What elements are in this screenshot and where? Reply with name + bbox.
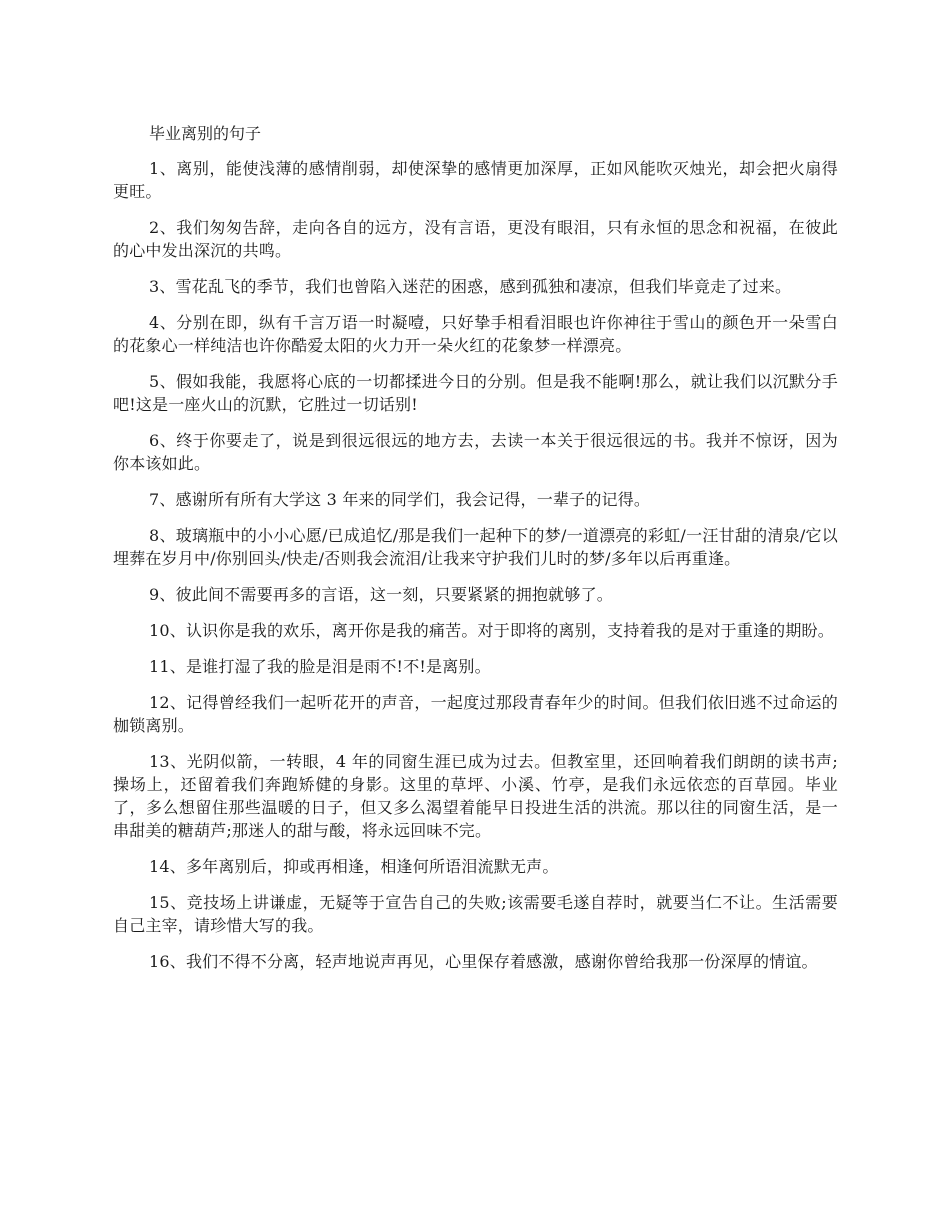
paragraph-3: 3、雪花乱飞的季节，我们也曾陷入迷茫的困惑，感到孤独和凄凉，但我们毕竟走了过来。 <box>149 277 792 296</box>
paragraph-4: 4、分别在即，纵有千言万语一时凝噎，只好挚手相看泪眼也许你神往于雪山的颜色开一朵雪白的花象心一样纯洁也许你酷爱太阳的火力开一朵火红的花象梦一样漂亮。 <box>113 313 838 355</box>
paragraph-6: 6、终于你要走了，说是到很远很远的地方去，去读一本关于很远很远的书。我并不惊讶，因为你本该如此。 <box>113 431 838 473</box>
paragraph-9: 9、彼此间不需要再多的言语，这一刻，只要紧紧的拥抱就够了。 <box>149 585 613 604</box>
paragraph-10: 10、认识你是我的欢乐，离开你是我的痛苦。对于即将的离别，支持着我的是对于重逢的期盼。 <box>149 621 834 640</box>
document-title: 毕业离别的句子 <box>149 124 262 143</box>
paragraph-16: 16、我们不得不分离，轻声地说声再见，心里保存着感激，感谢你曾给我那一份深厚的情谊。 <box>149 952 818 971</box>
paragraph-11: 11、是谁打湿了我的脸是泪是雨不!不!是离别。 <box>149 657 491 676</box>
paragraph-7: 7、感谢所有所有大学这 3 年来的同学们，我会记得，一辈子的记得。 <box>149 490 651 509</box>
paragraph-13: 13、光阴似箭，一转眼，4 年的同窗生涯已成为过去。但教室里，还回响着我们朗朗的读书声;操场上，还留着我们奔跑矫健的身影。这里的草坪、小溪、竹亭，是我们永远依恋的百草园。毕业了，多么想留住那些温暖的日子，但又多么渴望着能早日投进生活的洪流。那以往的同窗生活，是一串甜美的糖葫芦;那迷人的甜与酸，将永远回味不完。 <box>113 752 838 840</box>
paragraph-1: 1、离别，能使浅薄的感情削弱，却使深挚的感情更加深厚，正如风能吹灭烛光，却会把火扇得更旺。 <box>113 159 838 201</box>
paragraph-15: 15、竞技场上讲谦虚，无疑等于宣告自己的失败;该需要毛遂自荐时，就要当仁不让。生活需要自己主宰，请珍惜大写的我。 <box>113 893 838 935</box>
paragraph-5: 5、假如我能，我愿将心底的一切都揉进今日的分别。但是我不能啊!那么，就让我们以沉默分手吧!这是一座火山的沉默，它胜过一切话别! <box>113 372 838 414</box>
paragraph-2: 2、我们匆匆告辞，走向各自的远方，没有言语，更没有眼泪，只有永恒的思念和祝福，在彼此的心中发出深沉的共鸣。 <box>113 218 838 260</box>
paragraph-12: 12、记得曾经我们一起听花开的声音，一起度过那段青春年少的时间。但我们依旧逃不过命运的枷锁离别。 <box>113 693 838 735</box>
document-page <box>113 122 838 986</box>
paragraph-8: 8、玻璃瓶中的小小心愿/已成追忆/那是我们一起种下的梦/一道漂亮的彩虹/一汪甘甜的清泉/它以埋葬在岁月中/你别回头/快走/否则我会流泪/让我来守护我们儿时的梦/多年以后再重逢。 <box>113 526 838 568</box>
paragraph-14: 14、多年离别后，抑或再相逢，相逢何所语泪流默无声。 <box>149 857 559 876</box>
